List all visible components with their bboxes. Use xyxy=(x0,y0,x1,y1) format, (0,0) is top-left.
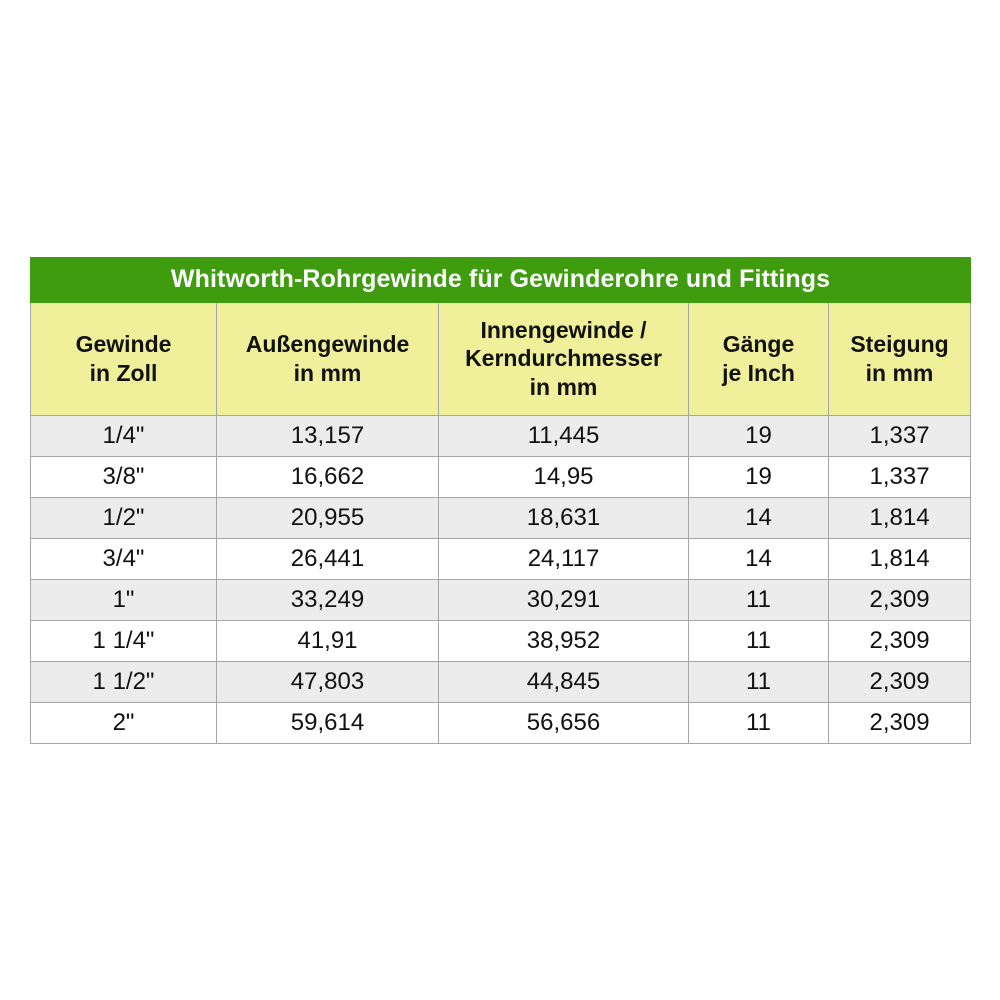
table-container xyxy=(30,257,970,744)
cell-gaenge: 11 xyxy=(689,702,829,743)
cell-aussengewinde: 59,614 xyxy=(217,702,439,743)
cell-innengewinde: 24,117 xyxy=(439,538,689,579)
cell-steigung: 1,814 xyxy=(829,497,971,538)
cell-innengewinde: 30,291 xyxy=(439,579,689,620)
header-line: in mm xyxy=(865,359,934,386)
header-line: Innengewinde / xyxy=(480,317,647,344)
cell-gaenge: 11 xyxy=(689,620,829,661)
cell-aussengewinde: 33,249 xyxy=(217,579,439,620)
cell-gewinde: 3/4" xyxy=(31,538,217,579)
header-line: Außengewinde xyxy=(245,331,410,358)
table-row xyxy=(31,579,971,620)
header-line: Kerndurchmesser xyxy=(465,345,662,372)
cell-steigung: 2,309 xyxy=(829,702,971,743)
cell-aussengewinde: 20,955 xyxy=(217,497,439,538)
cell-gaenge: 14 xyxy=(689,538,829,579)
cell-steigung: 2,309 xyxy=(829,620,971,661)
cell-gewinde: 1 1/4" xyxy=(31,620,217,661)
table-row xyxy=(31,620,971,661)
table-title-row xyxy=(31,257,971,302)
table-row xyxy=(31,456,971,497)
table-body xyxy=(31,415,971,743)
cell-steigung: 1,337 xyxy=(829,415,971,456)
table-title: Whitworth-Rohrgewinde für Gewinderohre und Fittings xyxy=(31,257,971,302)
header-line: Steigung xyxy=(850,331,949,358)
cell-gewinde: 3/8" xyxy=(31,456,217,497)
table-row xyxy=(31,538,971,579)
cell-gaenge: 19 xyxy=(689,456,829,497)
column-header-gaenge-je-inch xyxy=(689,302,829,415)
header-line: in mm xyxy=(529,373,598,400)
cell-gaenge: 19 xyxy=(689,415,829,456)
cell-gewinde: 1" xyxy=(31,579,217,620)
cell-gewinde: 1/2" xyxy=(31,497,217,538)
header-line: in Zoll xyxy=(89,359,158,386)
cell-gewinde: 1 1/2" xyxy=(31,661,217,702)
header-line: Gänge xyxy=(722,331,795,358)
whitworth-pipe-thread-table xyxy=(30,257,971,744)
cell-aussengewinde: 47,803 xyxy=(217,661,439,702)
table-row xyxy=(31,497,971,538)
cell-aussengewinde: 13,157 xyxy=(217,415,439,456)
cell-steigung: 2,309 xyxy=(829,579,971,620)
cell-gaenge: 14 xyxy=(689,497,829,538)
table-row xyxy=(31,661,971,702)
header-line: Gewinde xyxy=(75,331,172,358)
cell-aussengewinde: 16,662 xyxy=(217,456,439,497)
cell-steigung: 1,337 xyxy=(829,456,971,497)
table-row xyxy=(31,415,971,456)
cell-gaenge: 11 xyxy=(689,579,829,620)
header-line: je Inch xyxy=(722,359,795,386)
cell-innengewinde: 38,952 xyxy=(439,620,689,661)
cell-innengewinde: 18,631 xyxy=(439,497,689,538)
column-header-innengewinde-kerndurchmesser-in-mm xyxy=(439,302,689,415)
cell-aussengewinde: 41,91 xyxy=(217,620,439,661)
column-header-aussengewinde-in-mm xyxy=(217,302,439,415)
table-row xyxy=(31,702,971,743)
header-line: in mm xyxy=(293,359,362,386)
cell-steigung: 1,814 xyxy=(829,538,971,579)
cell-innengewinde: 14,95 xyxy=(439,456,689,497)
cell-aussengewinde: 26,441 xyxy=(217,538,439,579)
cell-gewinde: 1/4" xyxy=(31,415,217,456)
cell-innengewinde: 56,656 xyxy=(439,702,689,743)
cell-gaenge: 11 xyxy=(689,661,829,702)
cell-steigung: 2,309 xyxy=(829,661,971,702)
column-header-steigung-in-mm xyxy=(829,302,971,415)
column-header-gewinde-in-zoll xyxy=(31,302,217,415)
cell-innengewinde: 11,445 xyxy=(439,415,689,456)
cell-innengewinde: 44,845 xyxy=(439,661,689,702)
cell-gewinde: 2" xyxy=(31,702,217,743)
table-header-row xyxy=(31,302,971,415)
